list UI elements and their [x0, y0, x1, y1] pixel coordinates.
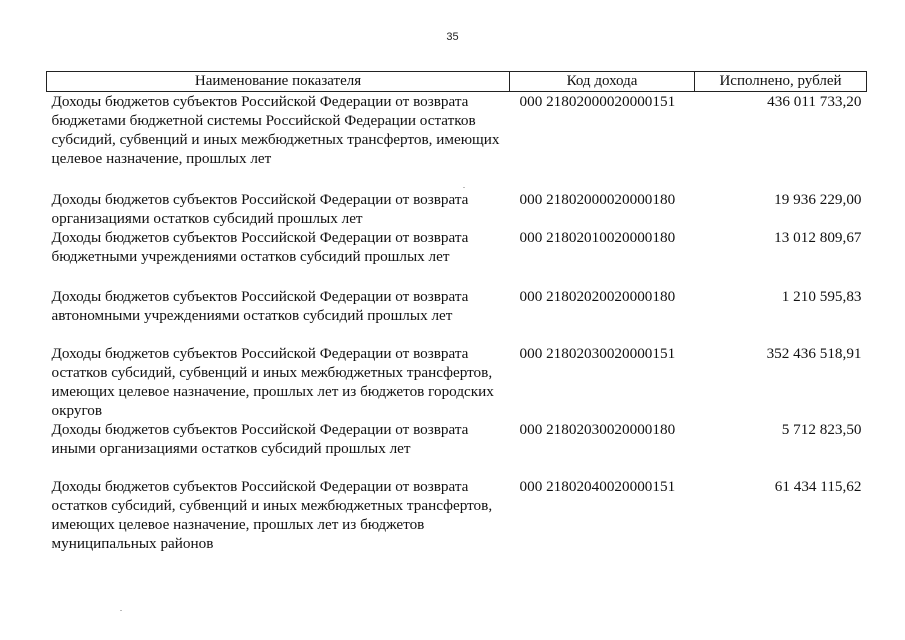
row-name: Доходы бюджетов субъектов Российской Федерации от возврата бюджетными учреждениями остатков субсидий прошлых лет [51, 229, 469, 265]
row-amount: 1 210 595,83 [781, 288, 862, 305]
row-amount: 352 436 518,91 [766, 345, 862, 362]
row-code: 000 21802020020000180 [519, 288, 676, 305]
row-name: Доходы бюджетов субъектов Российской Федерации от возврата организациями остатков субсидий прошлых лет [51, 191, 469, 227]
table-row [47, 188, 867, 228]
table-row [47, 92, 867, 189]
row-name: Доходы бюджетов субъектов Российской Федерации от возврата иными организациями остатков субсидий прошлых лет [51, 421, 469, 457]
column-header-amount: Исполнено, рублей [695, 72, 867, 92]
revenue-table-container [46, 71, 866, 553]
row-name: Доходы бюджетов субъектов Российской Федерации от возврата остатков субсидий, субвенций и иных межбюджетных трансфертов, имеющих целевое назначение, прошлых лет из бюджетов муниципальных районов [51, 478, 493, 552]
row-amount: 61 434 115,62 [774, 478, 862, 495]
scan-speck [120, 610, 122, 611]
table-header-row [47, 72, 867, 92]
row-code: 000 21802040020000151 [519, 478, 676, 495]
table-row [47, 420, 867, 477]
row-amount: 13 012 809,67 [774, 229, 862, 246]
row-name: Доходы бюджетов субъектов Российской Федерации от возврата бюджетами бюджетной системы Российской Федерации остатков субсидий, субвенций и иных межбюджетных трансфертов, имеющих целевое назначение, прошлых лет [51, 93, 500, 167]
revenue-table [46, 71, 867, 553]
table-row [47, 228, 867, 285]
table-row [47, 285, 867, 344]
row-amount: 19 936 229,00 [774, 191, 862, 208]
scan-speck [463, 187, 465, 188]
row-code: 000 21802030020000151 [519, 345, 676, 362]
row-name: Доходы бюджетов субъектов Российской Федерации от возврата остатков субсидий, субвенций и иных межбюджетных трансфертов, имеющих целевое назначение, прошлых лет из бюджетов городских округов [51, 345, 494, 419]
row-code: 000 21802030020000180 [519, 421, 676, 438]
row-code: 000 21802010020000180 [519, 229, 676, 246]
row-name: Доходы бюджетов субъектов Российской Федерации от возврата автономными учреждениями остатков субсидий прошлых лет [51, 288, 469, 324]
table-row [47, 477, 867, 553]
column-header-code: Код дохода [510, 72, 695, 92]
table-row [47, 344, 867, 420]
column-header-name: Наименование показателя [47, 72, 510, 92]
row-amount: 5 712 823,50 [781, 421, 862, 438]
row-code: 000 21802000020000180 [519, 191, 676, 208]
page-number: 35 [446, 31, 459, 43]
row-code: 000 21802000020000151 [519, 93, 676, 110]
row-amount: 436 011 733,20 [767, 93, 862, 110]
